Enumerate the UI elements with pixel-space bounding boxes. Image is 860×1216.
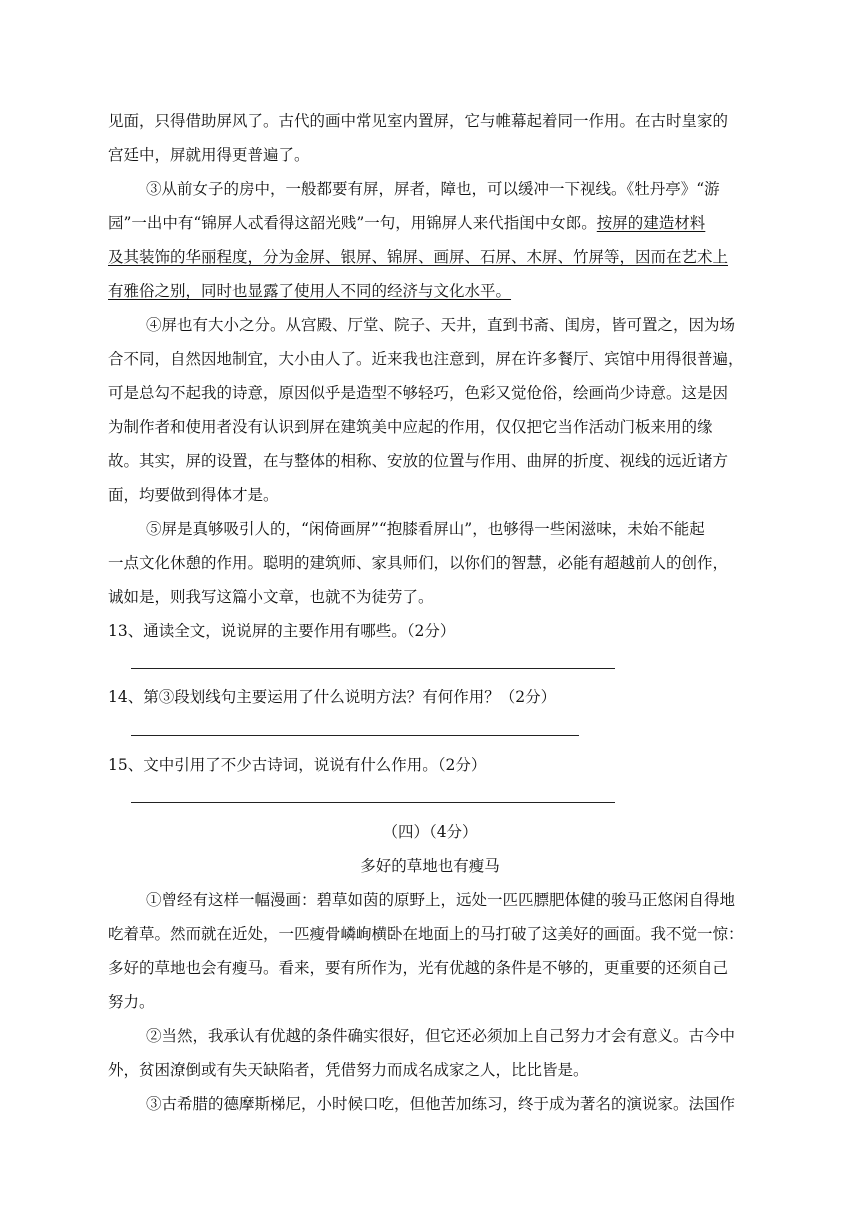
text-line: 诚如是，则我写这篇小文章，也就不为徒劳了。: [108, 588, 434, 606]
text-line: [108, 281, 511, 301]
text-line: [108, 213, 705, 233]
text-line: ④屏也有大小之分。从宫殿、厅堂、院子、天井，直到书斋、闺房，皆可置之，因为场: [146, 316, 736, 334]
text-line: 外，贫困潦倒或有失天缺陷者，凭借努力而成名成家之人，比比皆是。: [108, 1061, 589, 1079]
text-line: ③从前女子的房中，一般都要有屏，屏者，障也，可以缓冲一下视线。《牡丹亭》“游: [146, 180, 720, 198]
text-line: 可是总勾不起我的诗意，原因似乎是造型不够轻巧，色彩又觉伧俗，绘画尚少诗意。这是因: [108, 384, 729, 402]
answer-line: [131, 735, 579, 736]
text-segment: 园”一出中有“锦屏人忒看得这韶光贱”一句，用锦屏人来代指闺中女郎。: [108, 214, 597, 232]
text-line: 一点文化休憩的作用。聪明的建筑师、家具师们，以你们的智慧，必能有超越前人的创作，: [108, 554, 729, 572]
text-line: 见面，只得借助屏风了。古代的画中常见室内置屏，它与帷幕起着同一作用。在古时皇家的: [108, 112, 729, 130]
text-line: 故。其实，屏的设置，在与整体的相称、安放的位置与作用、曲屏的折度、视线的远近诸方: [108, 452, 729, 470]
text-line: ②当然，我承认有优越的条件确实很好，但它还必须加上自己努力才会有意义。古今中: [146, 1027, 736, 1045]
section-label: （四）（4分）: [382, 823, 478, 841]
question-13: 13、通读全文，说说屏的主要作用有哪些。（2分）: [108, 622, 456, 640]
underlined-sentence: 按屏的建造材料: [596, 214, 706, 232]
text-line: 面，均要做到得体才是。: [108, 486, 279, 504]
underlined-sentence: 显露了使用人不同的经济与文化水平。: [247, 282, 512, 300]
text-line: ①曾经有这样一幅漫画：碧草如茵的原野上，远处一匹匹膘肥体健的骏马正悠闲自得地: [146, 891, 736, 909]
text-line: 合不同，自然因地制宜，大小由人了。近来我也注意到，屏在许多餐厅、宾馆中用得很普遍，: [108, 350, 744, 368]
underlined-sentence: 及其装饰的华丽程度，分为金屏、银屏、锦屏、画屏、石屏、木屏、竹屏等，因而在艺术上: [108, 248, 729, 266]
answer-line: [131, 668, 615, 669]
question-15: 15、文中引用了不少古诗词，说说有什么作用。（2分）: [108, 756, 487, 774]
text-line: 宫廷中，屏就用得更普遍了。: [108, 146, 310, 164]
text-line: ⑤屏是真够吸引人的，“闲倚画屏”“抱膝看屏山”，也够得一些闲滋味，未始不能起: [146, 520, 705, 538]
question-14: 14、第③段划线句主要运用了什么说明方法？有何作用？（2分）: [108, 688, 557, 706]
text-line: ③古希腊的德摩斯梯尼，小时候口吃，但他苦加练习，终于成为著名的演说家。法国作: [146, 1095, 736, 1113]
text-line: 吃着草。然而就在近处，一匹瘦骨嶙峋横卧在地面上的马打破了这美好的画面。我不觉一惊：: [108, 925, 744, 943]
underlined-sentence: 有雅俗之别，同时也: [108, 282, 248, 300]
text-line: 多好的草地也会有瘦马。看来，要有所作为，光有优越的条件是不够的，更重要的还须自己: [108, 959, 729, 977]
text-line: 努力。: [108, 993, 155, 1011]
text-line: 为制作者和使用者没有认识到屏在建筑美中应起的作用，仅仅把它当作活动门板来用的缘: [108, 418, 713, 436]
essay-title: 多好的草地也有瘦马: [360, 857, 500, 875]
answer-line: [131, 802, 615, 803]
